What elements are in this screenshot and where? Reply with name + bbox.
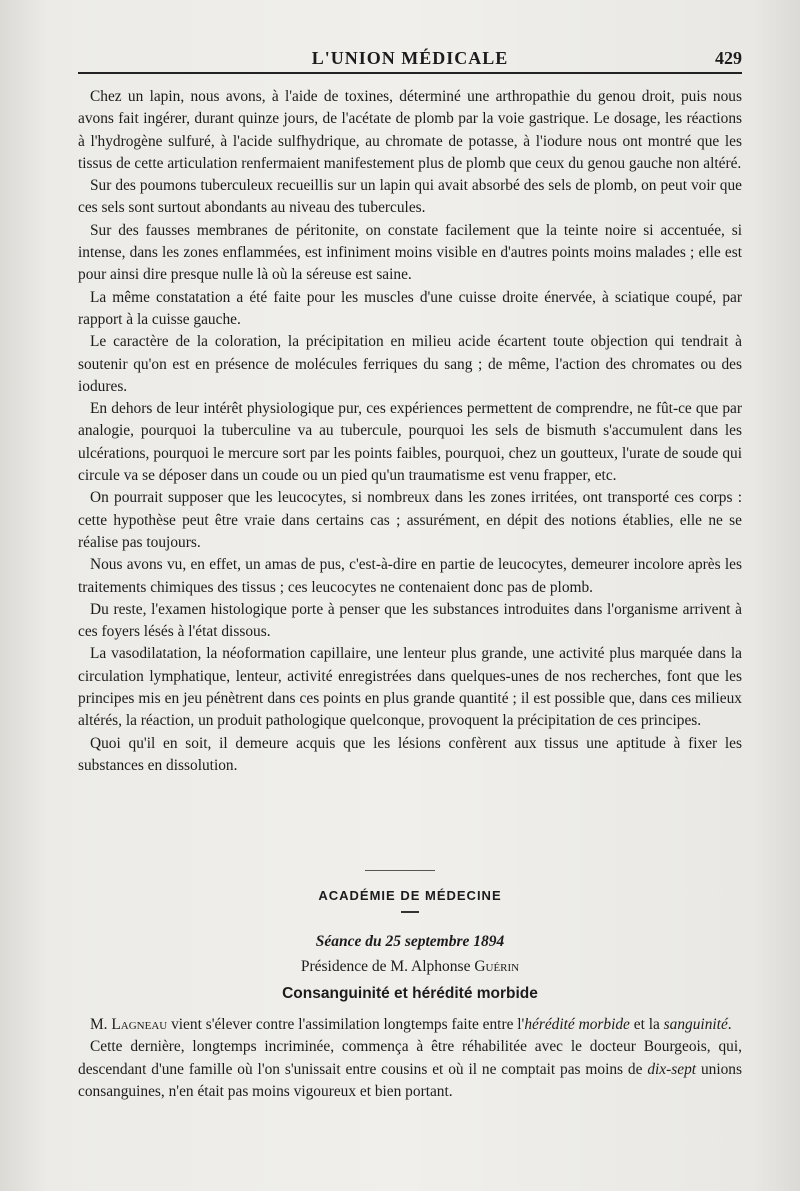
speaker-name: Lagneau bbox=[111, 1016, 168, 1033]
paragraph bbox=[78, 1014, 742, 1036]
page-header bbox=[78, 46, 742, 74]
article-body bbox=[78, 86, 742, 777]
session-date: Séance du 25 septembre 1894 bbox=[315, 933, 505, 950]
paragraph: Quoi qu'il en soit, il demeure acquis que les lésions confèrent aux tissus une aptitude à fixer les substances en dissolution. bbox=[78, 734, 742, 774]
president-name: Guérin bbox=[474, 958, 520, 975]
presidence-line bbox=[78, 958, 742, 976]
academie-title: ACADÉMIE DE MÉDECINE bbox=[318, 888, 502, 903]
paragraph bbox=[78, 1036, 742, 1103]
paragraph: Nous avons vu, en effet, un amas de pus, c'est-à-dire en partie de leucocytes, demeurer incolore après les traitements chimiques des tissus ; ces leucocytes ne contenaient donc pas de plomb. bbox=[78, 556, 742, 596]
section-subheading: Consanguinité et hérédité morbide bbox=[282, 985, 538, 1002]
academie-heading bbox=[78, 888, 742, 913]
emphasis: dix-sept bbox=[647, 1060, 697, 1078]
text-run: et la bbox=[629, 1016, 664, 1033]
journal-title: L'UNION MÉDICALE bbox=[311, 48, 509, 68]
text-run: unions consanguines, n'en était pas moins vigoureux et bien portant. bbox=[78, 1060, 742, 1100]
text-run: vient s'élever contre l'assimilation longtemps faite entre l' bbox=[167, 1016, 525, 1033]
text-run: . bbox=[727, 1016, 732, 1033]
paragraph: Chez un lapin, nous avons, à l'aide de toxines, déterminé une arthropathie du genou droit, puis nous avons fait ingérer, durant quinze jours, de l'acétate de plomb par la voie gastrique. Le dosage, les réactions à l'hydrogène sulfuré, à l'acide sulfhydrique, au chromate de potasse, à l'iodure nous ont montré que les tissus de cette articulation renfermaient manifestement plus de plomb que ceux du genou gauche non altéré. bbox=[78, 88, 742, 172]
presidence-prefix: Présidence de M. Alphonse bbox=[300, 958, 475, 975]
paragraph: La vasodilatation, la néoformation capillaire, une lenteur plus grande, une activité plus marquée dans la circulation lymphatique, lenteur, activité enregistrées dans quelques-unes de nos recherches, font que les principes mis en jeu pénètrent dans ces points en plus grande quantité ; il est possible que, dans ces milieux altérés, la réaction, un produit pathologique quelconque, provoquent la précipitation de ces principes. bbox=[78, 645, 742, 730]
paragraph: Du reste, l'examen histologique porte à penser que les substances introduites dans l'organisme arrivent à ces foyers lésés à l'état dissous. bbox=[78, 600, 742, 641]
emphasis: hérédité morbide bbox=[524, 1016, 630, 1033]
page-number: 429 bbox=[715, 48, 742, 68]
paragraph: Sur des fausses membranes de péritonite, on constate facilement que la teinte noire si accentuée, si intense, dans les zones enflammées, est infiniment moins visible en d'autres points moins malades ; elle est pour ainsi dire presque nulle là où la séreuse est saine. bbox=[78, 221, 742, 284]
session-body bbox=[78, 1014, 742, 1103]
paragraph: Sur des poumons tuberculeux recueillis sur un lapin qui avait absorbé des sels de plomb, on peut voir que ces sels sont surtout abondants au niveau des tubercules. bbox=[78, 177, 742, 217]
section-divider bbox=[365, 870, 435, 871]
paragraph: En dehors de leur intérêt physiologique pur, ces expériences permettent de comprendre, ne fût-ce que par analogie, pourquoi la tuberculine va au tubercule, pourquoi les sels de bismuth s'accumulent dans les ulcérations, pourquoi le mercure sort par les points faibles, pourquoi, chez un goutteux, l'urate de soude qui circule va se déposer dans un coude ou un pied qu'un traumatisme est venu frapper, etc. bbox=[78, 400, 742, 485]
paragraph: On pourrait supposer que les leucocytes, si nombreux dans les zones irritées, ont transporté ces corps : cette hypothèse peut être vraie dans certains cas ; assurément, en dépit des notions établies, elle ne se réalise pas toujours. bbox=[78, 489, 742, 551]
speaker-prefix: M. bbox=[90, 1016, 112, 1033]
emphasis: sanguinité bbox=[663, 1016, 728, 1033]
paragraph: Le caractère de la coloration, la précipitation en milieu acide écartent toute objection qui tendrait à soutenir qu'on est en présence de molécules ferriques du sang ; de même, l'action des chromates ou des iodures. bbox=[78, 333, 742, 395]
text-run: Cette dernière, longtemps incriminée, commença à être réhabilitée avec le docteur Bourgeois, qui, descendant d'une famille où l'on s'unissait entre cousins et où il ne comptait pas moins de bbox=[78, 1038, 742, 1078]
paragraph: La même constatation a été faite pour les muscles d'une cuisse droite énervée, à sciatique coupé, par rapport à la cuisse gauche. bbox=[78, 288, 742, 328]
title-dash bbox=[401, 911, 419, 913]
